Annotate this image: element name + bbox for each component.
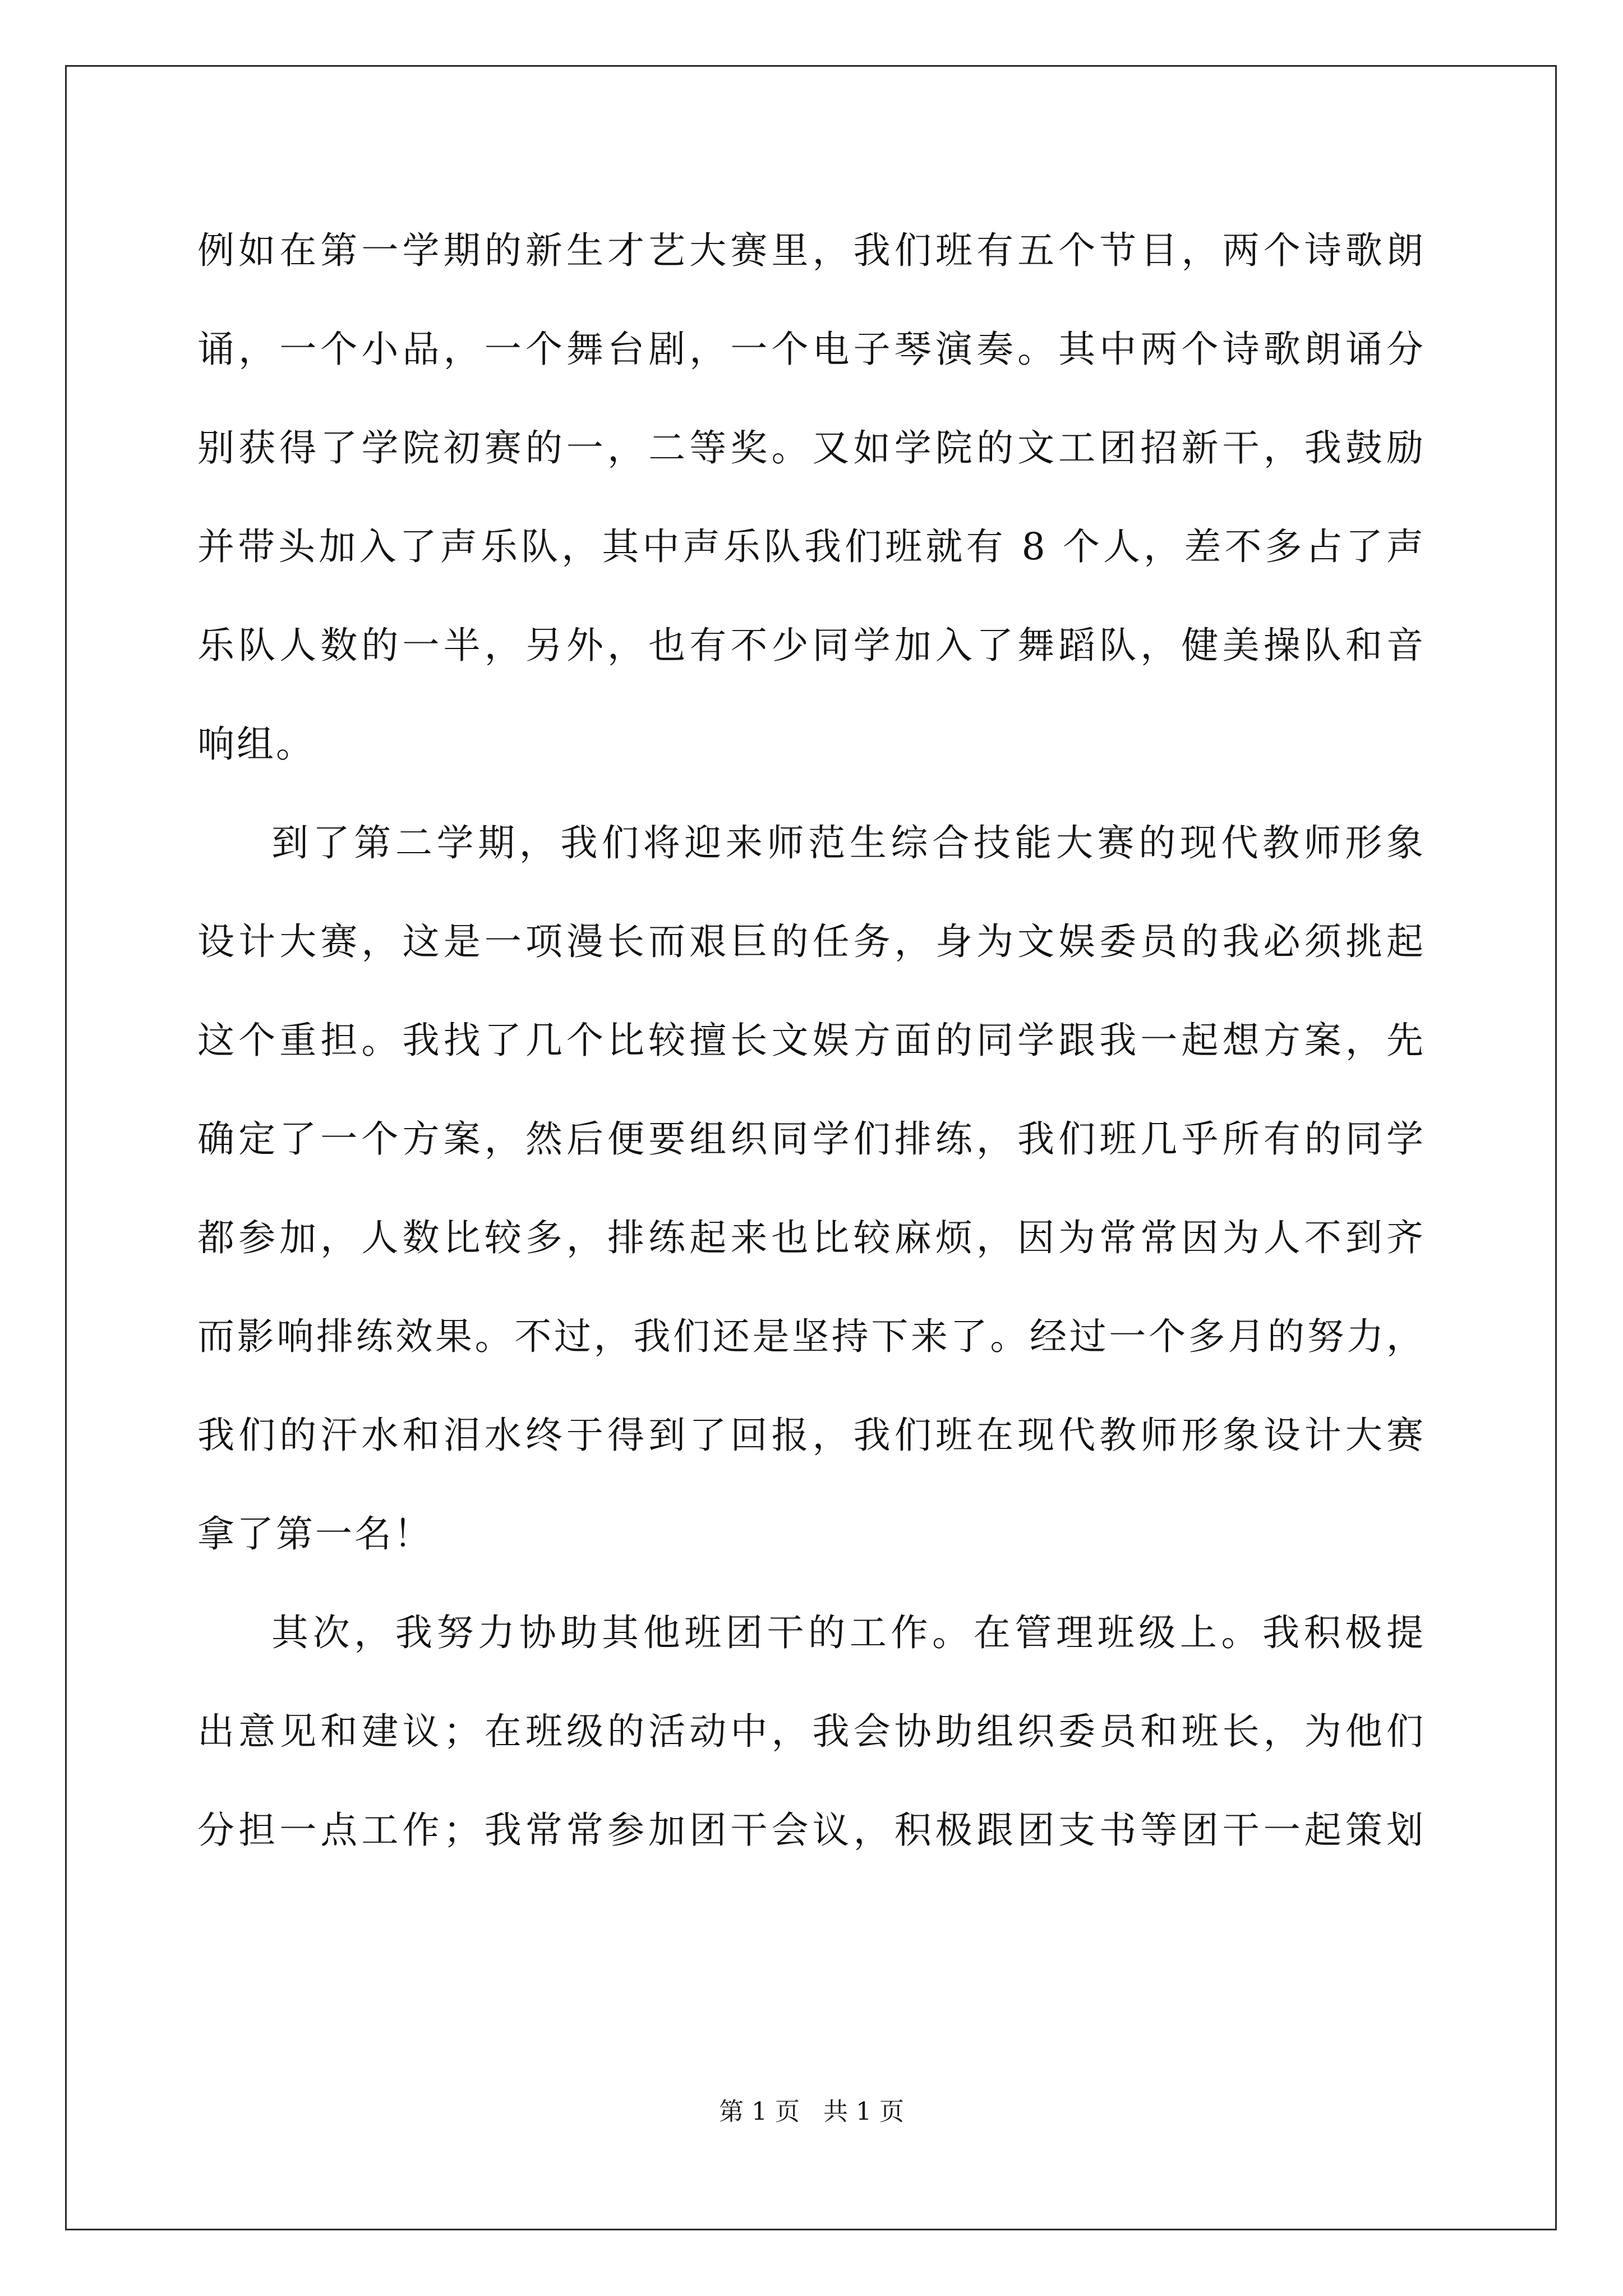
text-line: 响组。 [197, 723, 315, 766]
text-line: 我们的汗水和泪水终于得到了回报，我们班在现代教师形象设计大赛 [197, 1414, 1426, 1457]
paragraph-first-line: 其次，我努力协助其他班团干的工作。在管理班级上。我积极提 [271, 1611, 1426, 1654]
text-line: 这个重担。我找了几个比较擅长文娱方面的同学跟我一起想方案，先 [197, 1019, 1426, 1062]
text-line: 别获得了学院初赛的一，二等奖。又如学院的文工团招新干，我鼓励 [197, 426, 1426, 470]
text-line: 拿了第一名！ [197, 1512, 433, 1556]
text-line: 乐队人数的一半，另外，也有不少同学加入了舞蹈队，健美操队和音 [197, 624, 1426, 667]
text-line: 而影响排练效果。不过，我们还是坚持下来了。经过一个多月的努力， [197, 1315, 1426, 1358]
text-line: 确定了一个方案，然后便要组织同学们排练，我们班几乎所有的同学 [197, 1117, 1426, 1161]
text-line: 都参加，人数比较多，排练起来也比较麻烦，因为常常因为人不到齐 [197, 1216, 1426, 1259]
text-line: 例如在第一学期的新生才艺大赛里，我们班有五个节目，两个诗歌朗 [197, 229, 1426, 272]
text-line: 诵，一个小品，一个舞台剧，一个电子琴演奏。其中两个诗歌朗诵分 [197, 328, 1426, 371]
text-line: 分担一点工作；我常常参加团干会议，积极跟团支书等团干一起策划 [197, 1809, 1426, 1852]
paragraph-first-line: 到了第二学期，我们将迎来师范生综合技能大赛的现代教师形象 [271, 821, 1426, 864]
page-number-footer: 第 1 页 共 1 页 [719, 2097, 904, 2126]
text-line: 出意见和建议；在班级的活动中，我会协助组织委员和班长，为他们 [197, 1710, 1426, 1753]
text-line: 设计大赛，这是一项漫长而艰巨的任务，身为文娱委员的我必须挑起 [197, 920, 1426, 963]
text-line: 并带头加入了声乐队，其中声乐队我们班就有 8 个人，差不多占了声 [197, 525, 1426, 568]
